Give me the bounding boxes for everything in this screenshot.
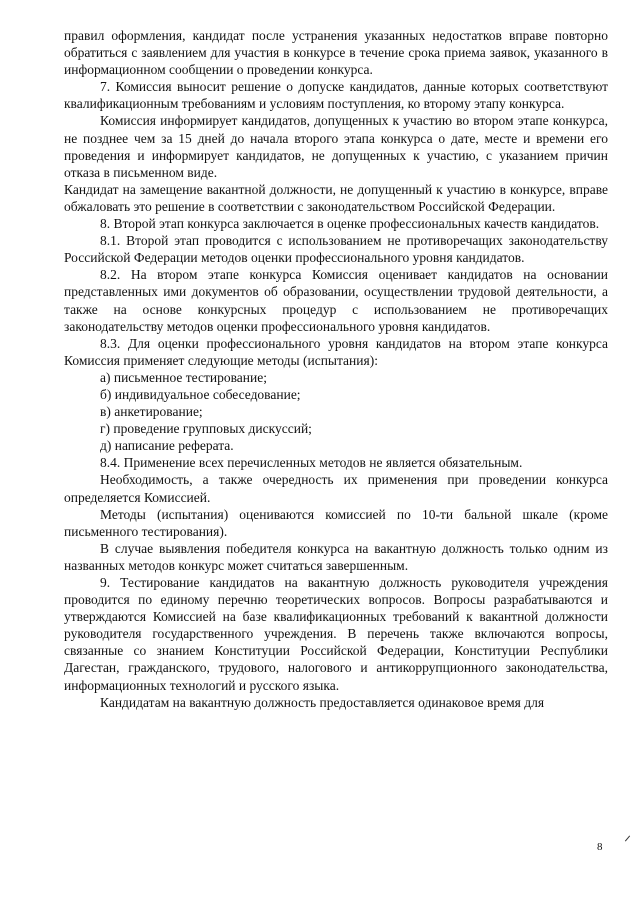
paragraph: 9. Тестирование кандидатов на вакантную должность руководителя учреждения проводится по единому перечню теоретических вопросов. Вопросы разрабатываются и утверждаются Комиссией на базе квалификационных требований к вакантной должности руководителя государственного учреждения. В перечень также включаются вопросы, связанные со знанием Конституции Российской Федерации, Конституции Республики Дагестан, гражданского, трудового, налогового и антикоррупционного законодательства, информационных технологий и русского языка. [64, 575, 608, 693]
list-item: в) анкетирование; [100, 404, 203, 420]
paragraph: правил оформления, кандидат после устранения указанных недостатков вправе повторно обратиться с заявлением для участия в конкурсе в течение срока приема заявок, указанного в информационном сообщении о проведении конкурса. [64, 28, 608, 78]
paragraph: В случае выявления победителя конкурса на вакантную должность только одним из названных методов конкурс может считаться завершенным. [64, 540, 608, 573]
list-item: а) письменное тестирование; [100, 369, 267, 385]
scan-mark [625, 835, 630, 841]
paragraph: 8.4. Применение всех перечисленных методов не является обязательным. [100, 455, 523, 471]
paragraph: Кандидат на замещение вакантной должности, не допущенный к участию в конкурсе, вправе обжаловать это решение в соответствии с законодательством Российской Федерации. [64, 181, 608, 214]
list-item: б) индивидуальное собеседование; [100, 386, 301, 402]
paragraph: 8. Второй этап конкурса заключается в оценке профессиональных качеств кандидатов. [100, 216, 600, 232]
paragraph: 8.3. Для оценки профессионального уровня кандидатов на втором этапе конкурса Комиссия применяет следующие методы (испытания): [64, 335, 608, 368]
paragraph: Методы (испытания) оцениваются комиссией по 10-ти бальной шкале (кроме письменного тестирования). [64, 506, 608, 539]
list-item: г) проведение групповых дискуссий; [100, 421, 312, 437]
paragraph: 7. Комиссия выносит решение о допуске кандидатов, данные которых соответствуют квалификационным требованиям и условиям поступления, ко второму этапу конкурса. [64, 79, 608, 112]
paragraph: Кандидатам на вакантную должность предоставляется одинаковое время для [100, 694, 545, 710]
paragraph: 8.1. Второй этап проводится с использованием не противоречащих законодательству Российской Федерации методов оценки профессионального уровня кандидатов. [64, 233, 608, 266]
paragraph: 8.2. На втором этапе конкурса Комиссия оценивает кандидатов на основании представленных ими документов об образовании, осуществлении трудовой деятельности, а также на основе конкурсных процедур с использованием не противоречащих законодательству методов оценки профессионального уровня кандидатов. [64, 267, 608, 334]
page-number: 8 [597, 841, 603, 853]
paragraph: Комиссия информирует кандидатов, допущенных к участию во втором этапе конкурса, не позднее чем за 15 дней до начала второго этапа конкурса о дате, месте и времени его проведения и информирует кандидатов, не допущенных к участию, с указанием причин отказа в письменном виде. [64, 113, 608, 180]
paragraph: Необходимость, а также очередность их применения при проведении конкурса определяется Комиссией. [64, 472, 608, 505]
list-item: д) написание реферата. [100, 438, 234, 454]
document-page [64, 27, 608, 711]
